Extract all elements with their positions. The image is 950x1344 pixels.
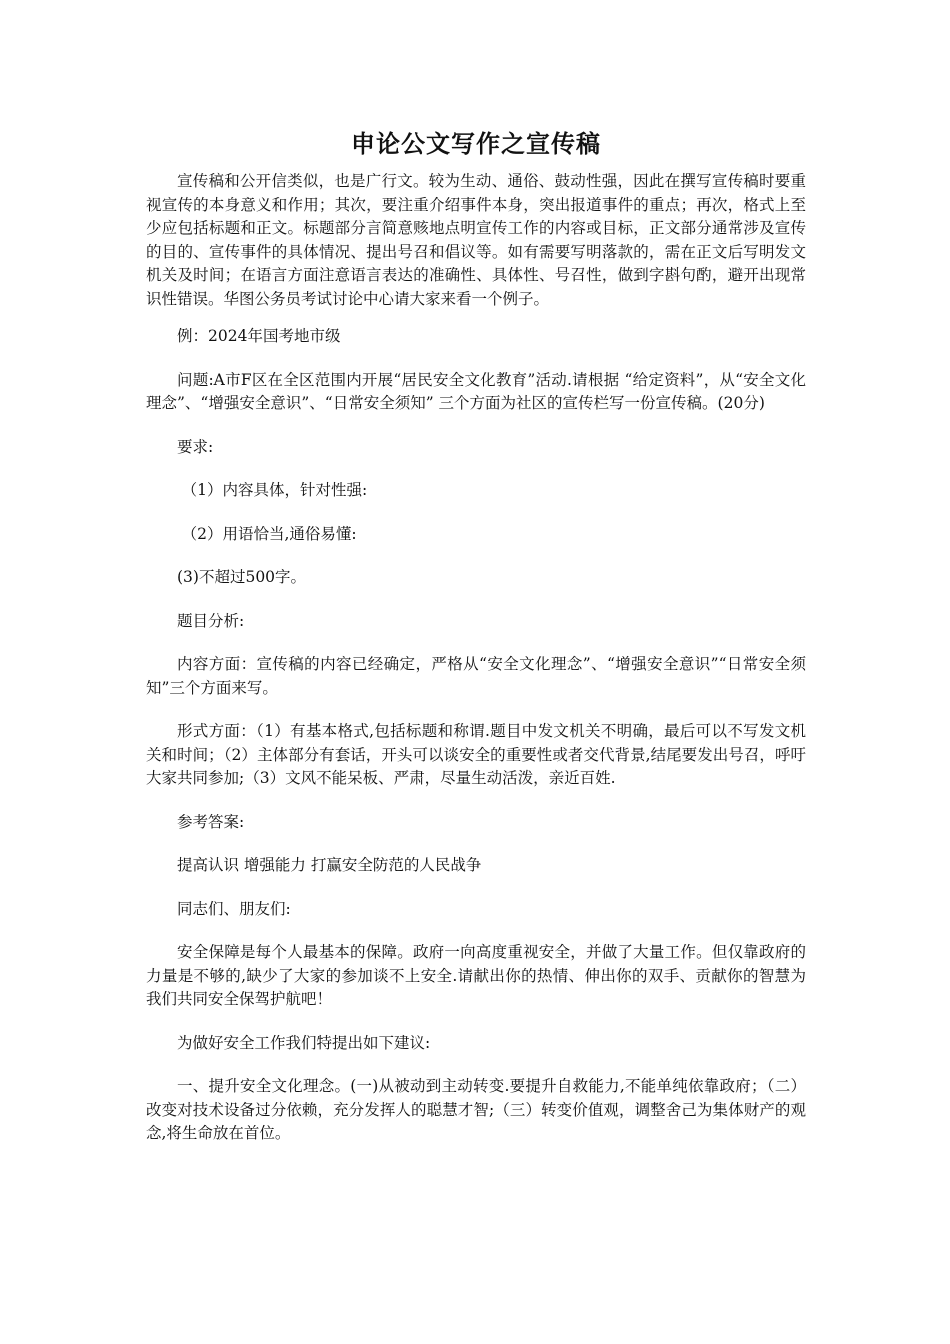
intro-paragraph: 宣传稿和公开信类似，也是广行文。较为生动、通俗、鼓动性强，因此在撰写宣传稿时要重视宣传的本身意义和作用；其次，要注重介绍事件本身，突出报道事件的重点；再次，格式上至少应包括标题和正文。标题部分言简意赅地点明宣传工作的内容或目标，正文部分通常涉及宣传的目的、宣传事件的具体情况、提出号召和倡议等。如有需要写明落款的，需在正文后写明发文机关及时间；在语言方面注意语言表达的准确性、具体性、号召性，做到字斟句酌，避开出现常识性错误。华图公务员考试讨论中心请大家来看一个例子。 [146, 172, 806, 308]
example-label: 例：2024年国考地市级 [177, 327, 341, 345]
question-paragraph: 问题:A市F区在全区范围内开展“居民安全文化教育”活动.请根据 “给定资料”，从“安全文化理念”、“增强安全意识”、“日常安全须知” 三个方面为社区的宣传栏写一份宣传稿。(20分) [146, 370, 806, 412]
requirement-item: （1）内容具体，针对性强: [181, 481, 368, 499]
answer-heading: 参考答案: [177, 812, 245, 831]
content-analysis-paragraph: 内容方面：宣传稿的内容已经确定，严格从“安全文化理念”、“增强安全意识”“日常安全须知”三个方面来写。 [146, 655, 806, 697]
document-title: 申论公文写作之宣传稿 [351, 130, 601, 158]
analysis-heading: 题目分析: [177, 611, 245, 630]
form-analysis-paragraph: 形式方面：（1）有基本格式,包括标题和称谓.题目中发文机关不明确，最后可以不写发文机关和时间；（2）主体部分有套话，开头可以谈安全的重要性或者交代背景,结尾要发出号召，呼吁大家共同参加;（3）文风不能呆板、严肃，尽量生动活泼，亲近百姓. [146, 722, 806, 787]
suggestion-paragraph: 一、提升安全文化理念。(一)从被动到主动转变.要提升自救能力,不能单纯依靠政府；（二）改变对技术设备过分依赖，充分发挥人的聪慧才智;（三）转变价值观，调整舍己为集体财产的观念,将生命放在首位。 [146, 1077, 806, 1142]
requirements-heading: 要求: [177, 437, 214, 456]
suggestion-intro: 为做好安全工作我们特提出如下建议: [177, 1033, 431, 1052]
document-page [146, 128, 806, 1166]
requirement-item: (3)不超过500字。 [177, 568, 307, 586]
answer-body-paragraph: 安全保障是每个人最基本的保障。政府一向高度重视安全，并做了大量工作。但仅靠政府的力量是不够的,缺少了大家的参加谈不上安全.请献出你的热情、伸出你的双手、贡献你的智慧为我们共同安全保驾护航吧！ [146, 943, 806, 1008]
salutation: 同志们、朋友们: [177, 899, 291, 918]
requirement-item: （2）用语恰当,通俗易懂: [181, 524, 357, 543]
answer-title: 提高认识 增强能力 打赢安全防范的人民战争 [177, 856, 482, 874]
